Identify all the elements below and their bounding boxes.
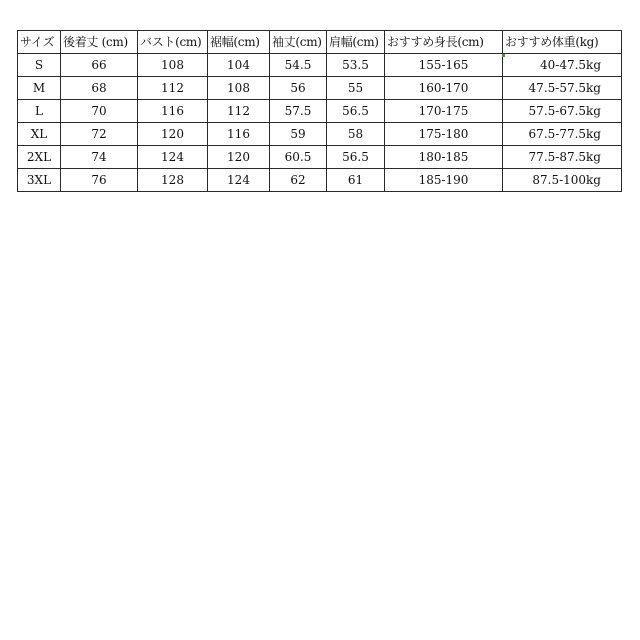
hem-width-cell: 116 bbox=[208, 123, 270, 146]
recommended-height-cell: 160-170 bbox=[385, 77, 503, 100]
sleeve-length-cell: 59 bbox=[270, 123, 327, 146]
table-row bbox=[18, 146, 622, 169]
recommended-height-cell: 155-165 bbox=[385, 54, 503, 77]
bust-cell: 120 bbox=[138, 123, 208, 146]
bust-cell: 124 bbox=[138, 146, 208, 169]
sleeve-length-cell: 57.5 bbox=[270, 100, 327, 123]
bust-cell: 112 bbox=[138, 77, 208, 100]
sleeve-length-cell: 62 bbox=[270, 169, 327, 192]
back-length-cell: 70 bbox=[61, 100, 138, 123]
hem-width-cell: 120 bbox=[208, 146, 270, 169]
header-sleeve-length: 袖丈(cm) bbox=[270, 31, 327, 54]
table-row bbox=[18, 123, 622, 146]
sleeve-length-cell: 60.5 bbox=[270, 146, 327, 169]
size-cell: L bbox=[18, 100, 61, 123]
hem-width-cell: 104 bbox=[208, 54, 270, 77]
shoulder-width-cell: 61 bbox=[327, 169, 385, 192]
table-row bbox=[18, 169, 622, 192]
table-row bbox=[18, 100, 622, 123]
recommended-weight-cell: 47.5-57.5kg bbox=[503, 77, 622, 100]
back-length-cell: 76 bbox=[61, 169, 138, 192]
back-length-cell: 74 bbox=[61, 146, 138, 169]
recommended-height-cell: 180-185 bbox=[385, 146, 503, 169]
back-length-cell: 66 bbox=[61, 54, 138, 77]
hem-width-cell: 112 bbox=[208, 100, 270, 123]
size-chart-table bbox=[17, 30, 622, 192]
size-cell: 2XL bbox=[18, 146, 61, 169]
recommended-weight-cell: 40-47.5kg bbox=[503, 54, 622, 77]
table-row bbox=[18, 54, 622, 77]
sleeve-length-cell: 56 bbox=[270, 77, 327, 100]
hem-width-cell: 124 bbox=[208, 169, 270, 192]
recommended-weight-cell: 57.5-67.5kg bbox=[503, 100, 622, 123]
header-size: サイズ bbox=[18, 31, 61, 54]
recommended-height-cell: 170-175 bbox=[385, 100, 503, 123]
sleeve-length-cell: 54.5 bbox=[270, 54, 327, 77]
recommended-weight-cell: 67.5-77.5kg bbox=[503, 123, 622, 146]
shoulder-width-cell: 56.5 bbox=[327, 100, 385, 123]
header-shoulder-width: 肩幅(cm) bbox=[327, 31, 385, 54]
recommended-height-cell: 175-180 bbox=[385, 123, 503, 146]
table-row bbox=[18, 77, 622, 100]
header-row bbox=[18, 31, 622, 54]
cell-corner-marker bbox=[502, 54, 505, 57]
header-bust: バスト(cm) bbox=[138, 31, 208, 54]
back-length-cell: 68 bbox=[61, 77, 138, 100]
recommended-weight-cell: 87.5-100kg bbox=[503, 169, 622, 192]
recommended-weight-cell: 77.5-87.5kg bbox=[503, 146, 622, 169]
size-cell: S bbox=[18, 54, 61, 77]
recommended-height-cell: 185-190 bbox=[385, 169, 503, 192]
bust-cell: 116 bbox=[138, 100, 208, 123]
header-recommended-weight: おすすめ体重(kg) bbox=[503, 31, 622, 54]
back-length-cell: 72 bbox=[61, 123, 138, 146]
header-back-length: 後着丈 (cm) bbox=[61, 31, 138, 54]
shoulder-width-cell: 55 bbox=[327, 77, 385, 100]
size-cell: M bbox=[18, 77, 61, 100]
bust-cell: 108 bbox=[138, 54, 208, 77]
shoulder-width-cell: 53.5 bbox=[327, 54, 385, 77]
bust-cell: 128 bbox=[138, 169, 208, 192]
shoulder-width-cell: 58 bbox=[327, 123, 385, 146]
size-cell: 3XL bbox=[18, 169, 61, 192]
header-recommended-height: おすすめ身長(cm) bbox=[385, 31, 503, 54]
shoulder-width-cell: 56.5 bbox=[327, 146, 385, 169]
header-hem-width: 裾幅(cm) bbox=[208, 31, 270, 54]
size-cell: XL bbox=[18, 123, 61, 146]
hem-width-cell: 108 bbox=[208, 77, 270, 100]
